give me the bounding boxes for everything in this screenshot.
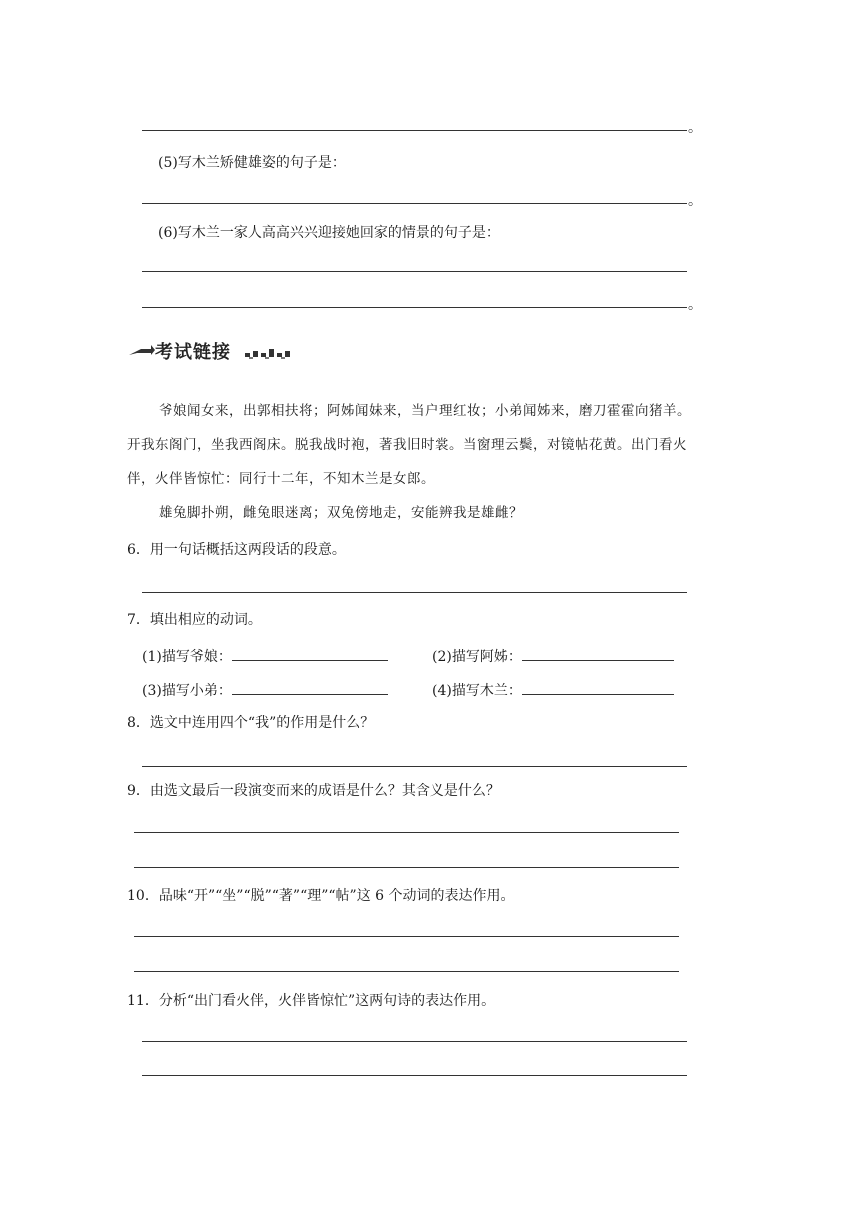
answer-line[interactable] xyxy=(142,307,687,308)
answer-line[interactable] xyxy=(142,1075,687,1076)
question-8: 8．选文中连用四个“我”的作用是什么？ xyxy=(127,715,375,731)
passage-line: 爷娘闻女来，出郭相扶将；阿姊闻妹来，当户理红妆；小弟闻姊来，磨刀霍霍向猪羊。 xyxy=(159,403,691,419)
fill-blank[interactable] xyxy=(522,646,674,661)
answer-line[interactable] xyxy=(134,867,679,868)
answer-line[interactable] xyxy=(142,271,687,272)
question-7: 7．填出相应的动词。 xyxy=(127,612,262,628)
answer-line[interactable] xyxy=(142,592,687,593)
period: 。 xyxy=(688,120,702,136)
passage-line: 雄兔脚扑朔，雌兔眼迷离；双兔傍地走，安能辨我是雄雌？ xyxy=(159,505,523,521)
question-5-sub: (5)写木兰矫健雄姿的句子是： xyxy=(158,155,346,171)
question-6-sub: (6)写木兰一家人高高兴兴迎接她回家的情景的句子是： xyxy=(158,225,500,241)
answer-line[interactable] xyxy=(134,832,679,833)
period: 。 xyxy=(688,193,702,209)
passage-line: 伴，火伴皆惊忙：同行十二年，不知木兰是女郎。 xyxy=(127,471,435,487)
fill-label: (1)描写爷娘： xyxy=(142,649,232,665)
fill-blank[interactable] xyxy=(522,680,674,695)
fill-blank[interactable] xyxy=(232,680,388,695)
fill-label: (4)描写木兰： xyxy=(432,683,522,699)
fill-item xyxy=(142,680,388,700)
answer-line[interactable] xyxy=(142,1041,687,1042)
period: 。 xyxy=(688,297,702,313)
passage-line: 开我东阁门，坐我西阁床。脱我战时袍，著我旧时裳。当窗理云鬓，对镜帖花黄。出门看火 xyxy=(127,437,687,453)
section-banner xyxy=(127,337,297,363)
fill-item xyxy=(432,646,674,666)
fill-blank[interactable] xyxy=(232,646,388,661)
question-9: 9．由选文最后一段演变而来的成语是什么？其含义是什么？ xyxy=(127,783,500,799)
question-6: 6．用一句话概括这两段话的段意。 xyxy=(127,542,346,558)
question-10: 10．品味“开”“坐”“脱”“著”“理”“帖”这 6 个动词的表达作用。 xyxy=(127,888,515,904)
fill-label: (2)描写阿姊： xyxy=(432,649,522,665)
answer-line[interactable] xyxy=(134,971,679,972)
answer-line[interactable] xyxy=(142,766,687,767)
fill-label: (3)描写小弟： xyxy=(142,683,232,699)
answer-line[interactable] xyxy=(142,203,687,204)
answer-line[interactable] xyxy=(142,130,687,131)
fill-item xyxy=(142,646,388,666)
section-title: 考试链接 xyxy=(155,342,231,363)
question-11: 11．分析“出门看火伴，火伴皆惊忙”这两句诗的表达作用。 xyxy=(127,993,496,1009)
passage xyxy=(127,394,747,530)
answer-line[interactable] xyxy=(134,936,679,937)
fill-item xyxy=(432,680,674,700)
